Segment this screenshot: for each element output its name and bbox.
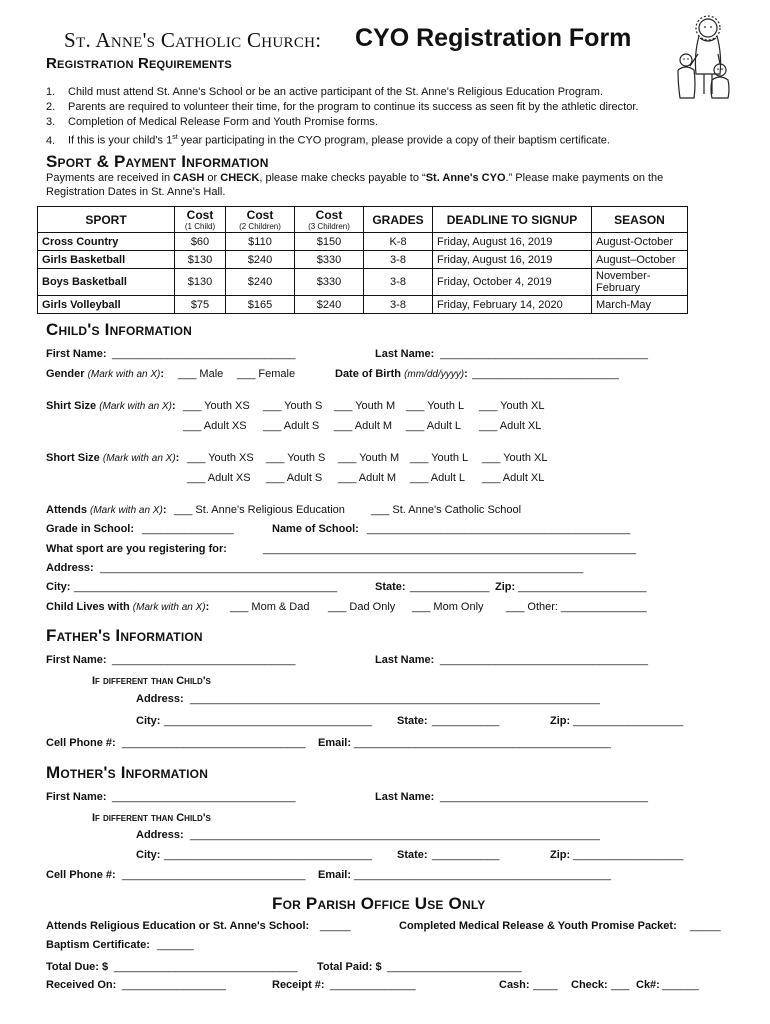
- child-heading: Child's Information: [46, 320, 192, 339]
- requirement-item: 1. Child must attend St. Anne's School or be an active participant of the St. Anne's Religious Education Program.: [46, 86, 603, 98]
- short-adult-s[interactable]: ___ Adult S: [266, 472, 323, 484]
- payment-heading: Sport & Payment Information: [46, 152, 269, 171]
- dob-label: Date of Birth (mm/dd/yyyy):: [335, 368, 468, 380]
- child-first-name-label: First Name:: [46, 348, 107, 360]
- cell-sport: Boys Basketball: [38, 269, 175, 296]
- shirt-youth-xs[interactable]: ___ Youth XS: [183, 400, 250, 412]
- child-last-name-field[interactable]: __________________________________: [440, 348, 649, 360]
- cell-cost-1: $60: [175, 233, 226, 251]
- cell-cost-1: $75: [175, 296, 226, 314]
- attends-catholic-school-option[interactable]: ___ St. Anne's Catholic School: [371, 504, 522, 516]
- office-medical-label: Completed Medical Release & Youth Promise Packet:: [399, 920, 677, 932]
- payment-line-2: Registration Dates in St. Anne's Hall.: [46, 186, 226, 198]
- shirt-youth-xl[interactable]: ___ Youth XL: [479, 400, 545, 412]
- table-row: [38, 251, 688, 269]
- header-cost-3: Cost (3 Children): [295, 207, 364, 233]
- child-city-field[interactable]: ___________________________________________: [74, 581, 338, 593]
- table-row: [38, 233, 688, 251]
- mother-cell-label: Cell Phone #:: [46, 869, 116, 881]
- father-address-label: Address:: [136, 693, 184, 705]
- office-medical-field[interactable]: _____: [690, 920, 721, 932]
- office-heading: For Parish Office Use Only: [272, 894, 486, 913]
- office-total-paid-label: Total Paid: $: [317, 961, 382, 973]
- cell-sport: Cross Country: [38, 233, 175, 251]
- father-city-label: City:: [136, 715, 161, 727]
- mother-first-name-field[interactable]: ______________________________: [112, 791, 296, 803]
- office-attends-label: Attends Religious Education or St. Anne's School:: [46, 920, 310, 932]
- payment-line-1: Payments are received in CASH or CHECK, please make checks payable to “St. Anne's CYO.” Please make payments on the: [46, 172, 664, 184]
- child-state-field[interactable]: _____________: [410, 581, 490, 593]
- father-last-name-field[interactable]: __________________________________: [440, 654, 649, 666]
- mother-city-field[interactable]: __________________________________: [164, 849, 373, 861]
- child-state-label: State:: [375, 581, 406, 593]
- shirt-youth-l[interactable]: ___ Youth L: [406, 400, 465, 412]
- shirt-adult-s[interactable]: ___ Adult S: [263, 420, 320, 432]
- father-zip-field[interactable]: __________________: [573, 715, 684, 727]
- school-name-label: Name of School:: [272, 523, 359, 535]
- sport-table-header: [38, 207, 688, 233]
- attends-label: Attends (Mark with an X):: [46, 504, 167, 516]
- father-state-label: State:: [397, 715, 428, 727]
- office-baptism-field[interactable]: ______: [157, 939, 194, 951]
- sport-registering-label: What sport are you registering for:: [46, 543, 227, 555]
- mother-cell-field[interactable]: ______________________________: [122, 869, 306, 881]
- cell-deadline: Friday, February 14, 2020: [433, 296, 592, 314]
- cell-season: August–October: [592, 251, 688, 269]
- child-zip-field[interactable]: _____________________: [518, 581, 647, 593]
- cell-cost-3: $330: [295, 251, 364, 269]
- father-zip-label: Zip:: [550, 715, 571, 727]
- header-sport: SPORT: [38, 207, 175, 233]
- shirt-adult-xs[interactable]: ___ Adult XS: [183, 420, 247, 432]
- mother-address-label: Address:: [136, 829, 184, 841]
- office-total-paid-field[interactable]: ______________________: [387, 961, 522, 973]
- requirements-heading: Registration Requirements: [46, 55, 232, 72]
- father-cell-label: Cell Phone #:: [46, 737, 116, 749]
- gender-male-option[interactable]: ___ Male: [178, 368, 224, 380]
- mother-first-name-label: First Name:: [46, 791, 107, 803]
- mother-heading: Mother's Information: [46, 763, 209, 782]
- mother-last-name-label: Last Name:: [375, 791, 435, 803]
- short-size-label: Short Size (Mark with an X):: [46, 452, 180, 464]
- office-total-due-field[interactable]: ______________________________: [114, 961, 298, 973]
- mother-city-label: City:: [136, 849, 161, 861]
- child-city-label: City:: [46, 581, 71, 593]
- cell-grades: 3-8: [364, 296, 433, 314]
- cell-season: August-October: [592, 233, 688, 251]
- father-city-field[interactable]: __________________________________: [164, 715, 373, 727]
- header-deadline: DEADLINE TO SIGNUP: [433, 207, 592, 233]
- father-first-name-field[interactable]: ______________________________: [112, 654, 296, 666]
- cell-deadline: Friday, August 16, 2019: [433, 233, 592, 251]
- cell-deadline: Friday, August 16, 2019: [433, 251, 592, 269]
- header-cost-2: Cost (2 Children): [226, 207, 295, 233]
- father-last-name-label: Last Name:: [375, 654, 435, 666]
- lives-dad-only-option[interactable]: ___ Dad Only: [328, 601, 396, 613]
- office-receipt-label: Receipt #:: [272, 979, 325, 991]
- cell-cost-3: $330: [295, 269, 364, 296]
- office-received-field[interactable]: _________________: [122, 979, 227, 991]
- requirement-item: 2. Parents are required to volunteer their time, for the program to continue its success as seen fit by the athletic director.: [46, 101, 639, 113]
- office-received-label: Received On:: [46, 979, 117, 991]
- cell-cost-2: $240: [226, 251, 295, 269]
- header-grades: GRADES: [364, 207, 433, 233]
- father-email-field[interactable]: __________________________________________: [354, 737, 611, 749]
- gender-female-option[interactable]: ___ Female: [237, 368, 296, 380]
- cell-season: November-February: [592, 269, 688, 296]
- sport-registering-field[interactable]: _____________________________________________________________: [263, 543, 637, 555]
- child-first-name-field[interactable]: ______________________________: [112, 348, 296, 360]
- cell-deadline: Friday, October 4, 2019: [433, 269, 592, 296]
- child-zip-label: Zip:: [495, 581, 516, 593]
- gender-label: Gender (Mark with an X):: [46, 368, 165, 380]
- cell-grades: 3-8: [364, 251, 433, 269]
- child-address-label: Address:: [46, 562, 94, 574]
- attends-religious-ed-option[interactable]: ___ St. Anne's Religious Education: [174, 504, 345, 516]
- cell-sport: Girls Volleyball: [38, 296, 175, 314]
- office-total-due-label: Total Due: $: [46, 961, 109, 973]
- cell-cost-2: $110: [226, 233, 295, 251]
- child-address-field[interactable]: _______________________________________________________________________________: [100, 562, 584, 574]
- mother-last-name-field[interactable]: __________________________________: [440, 791, 649, 803]
- short-adult-m[interactable]: ___ Adult M: [338, 472, 397, 484]
- office-receipt-field[interactable]: ______________: [330, 979, 416, 991]
- lives-other-option[interactable]: ___ Other: ______________: [506, 601, 647, 613]
- form-title: CYO Registration Form: [355, 24, 632, 52]
- sport-table: [37, 206, 688, 314]
- lives-with-label: Child Lives with (Mark with an X):: [46, 601, 210, 613]
- lives-mom-only-option[interactable]: ___ Mom Only: [412, 601, 484, 613]
- requirement-item: 4. If this is your child's 1st year participating in the CYO program, please provide a copy of their baptism certificate.: [46, 134, 610, 147]
- mother-zip-field[interactable]: __________________: [573, 849, 684, 861]
- dob-field[interactable]: ________________________: [472, 368, 619, 380]
- lives-mom-dad-option[interactable]: ___ Mom & Dad: [230, 601, 310, 613]
- shirt-adult-l[interactable]: ___ Adult L: [406, 420, 462, 432]
- shirt-youth-m[interactable]: ___ Youth M: [334, 400, 396, 412]
- school-name-field[interactable]: ___________________________________________: [367, 523, 631, 535]
- shirt-youth-s[interactable]: ___ Youth S: [263, 400, 323, 412]
- short-adult-l[interactable]: ___ Adult L: [410, 472, 466, 484]
- table-row: [38, 296, 688, 314]
- cell-cost-2: $240: [226, 269, 295, 296]
- mother-state-label: State:: [397, 849, 428, 861]
- cell-cost-2: $165: [226, 296, 295, 314]
- father-email-label: Email:: [318, 737, 352, 749]
- church-name: St. Anne's Catholic Church:: [64, 28, 322, 52]
- requirements-list: [46, 85, 638, 145]
- requirement-item: 3. Completion of Medical Release Form and Youth Promise forms.: [46, 116, 378, 128]
- office-cash-label: Cash:: [499, 979, 530, 991]
- saint-anne-with-children-icon: [668, 14, 734, 100]
- father-address-field[interactable]: ___________________________________________________________________: [190, 693, 600, 705]
- mother-state-field[interactable]: ___________: [432, 849, 500, 861]
- father-if-different-note: If different than Child's: [92, 675, 211, 687]
- short-youth-xs[interactable]: ___ Youth XS: [187, 452, 254, 464]
- cell-season: March-May: [592, 296, 688, 314]
- short-youth-m[interactable]: ___ Youth M: [338, 452, 400, 464]
- office-ck-num-label: Ck#:: [636, 979, 660, 991]
- cell-cost-3: $240: [295, 296, 364, 314]
- short-youth-xl[interactable]: ___ Youth XL: [482, 452, 548, 464]
- father-cell-field[interactable]: ______________________________: [122, 737, 306, 749]
- header-cost-1: Cost (1 Child): [175, 207, 226, 233]
- mother-address-field[interactable]: ___________________________________________________________________: [190, 829, 600, 841]
- father-heading: Father's Information: [46, 626, 203, 645]
- table-row: [38, 269, 688, 296]
- cell-cost-1: $130: [175, 269, 226, 296]
- short-youth-s[interactable]: ___ Youth S: [266, 452, 326, 464]
- short-adult-xs[interactable]: ___ Adult XS: [187, 472, 251, 484]
- grade-field[interactable]: _______________: [142, 523, 234, 535]
- office-ck-num-field[interactable]: ______: [662, 979, 699, 991]
- mother-if-different-note: If different than Child's: [92, 812, 211, 824]
- shirt-adult-xl[interactable]: ___ Adult XL: [479, 420, 542, 432]
- father-first-name-label: First Name:: [46, 654, 107, 666]
- cell-sport: Girls Basketball: [38, 251, 175, 269]
- cell-cost-1: $130: [175, 251, 226, 269]
- cell-grades: K-8: [364, 233, 433, 251]
- office-check-label: Check:: [571, 979, 608, 991]
- office-attends-field[interactable]: _____: [320, 920, 351, 932]
- child-last-name-label: Last Name:: [375, 348, 435, 360]
- office-check-field[interactable]: ___: [611, 979, 630, 991]
- office-baptism-label: Baptism Certificate:: [46, 939, 150, 951]
- mother-zip-label: Zip:: [550, 849, 571, 861]
- office-cash-field[interactable]: ____: [533, 979, 558, 991]
- shirt-size-label: Shirt Size (Mark with an X):: [46, 400, 176, 412]
- cell-cost-3: $150: [295, 233, 364, 251]
- father-state-field[interactable]: ___________: [432, 715, 500, 727]
- mother-email-label: Email:: [318, 869, 352, 881]
- grade-label: Grade in School:: [46, 523, 135, 535]
- shirt-adult-m[interactable]: ___ Adult M: [334, 420, 393, 432]
- short-youth-l[interactable]: ___ Youth L: [410, 452, 469, 464]
- short-adult-xl[interactable]: ___ Adult XL: [482, 472, 545, 484]
- header-season: SEASON: [592, 207, 688, 233]
- cell-grades: 3-8: [364, 269, 433, 296]
- mother-email-field[interactable]: __________________________________________: [354, 869, 611, 881]
